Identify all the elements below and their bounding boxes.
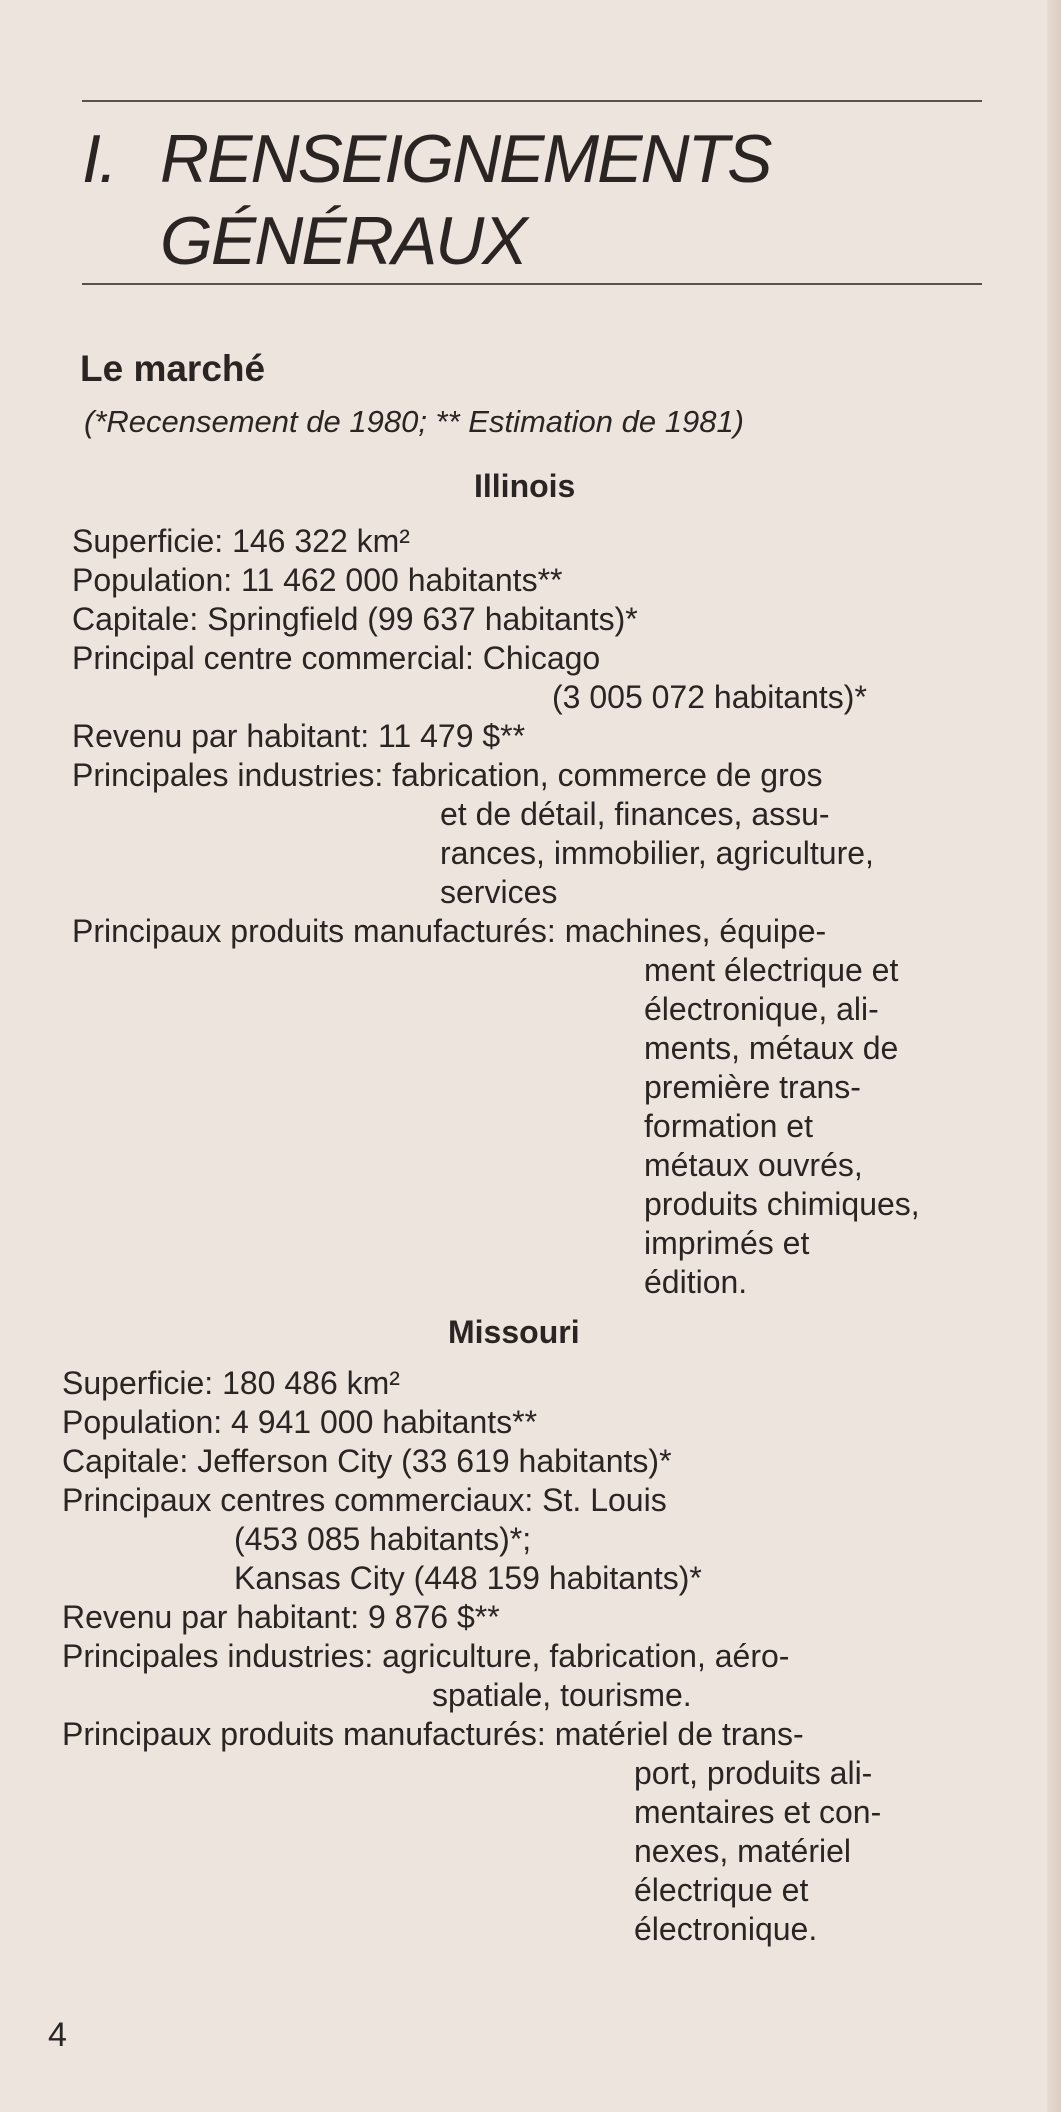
illinois-industries-label (72, 756, 920, 795)
missouri-produits-label: Principaux produits manufacturés: (62, 1716, 546, 1752)
illinois-produits-line-4: première trans- (644, 1069, 861, 1105)
page-number: 4 (48, 2016, 67, 2054)
illinois-superficie: Superficie: 146 322 km² (72, 523, 410, 559)
illinois-industries-line-2: rances, immobilier, agriculture, (440, 835, 874, 871)
missouri-centres-cont2: Kansas City (448 159 habitants)* (234, 1560, 702, 1596)
section-heading: Le marché (80, 348, 266, 389)
illinois-industries-line-3: services (440, 874, 558, 910)
missouri-industries-row (62, 1637, 881, 1676)
illinois-produits-line-2: électronique, ali- (644, 991, 879, 1027)
bottom-rule (82, 283, 982, 285)
illinois-industries-line-0: fabrication, commerce de gros (392, 757, 823, 793)
missouri-produits-line-5: électronique. (634, 1911, 818, 1947)
illinois-population: Population: 11 462 000 habitants** (72, 562, 563, 598)
missouri-produits-line-3: nexes, matériel (634, 1833, 851, 1869)
illinois-facts (72, 522, 920, 1302)
illinois-produits-line-8: imprimés et (644, 1225, 810, 1261)
missouri-produits-line-4: électrique et (634, 1872, 809, 1908)
illinois-produits-line-1: ment électrique et (644, 952, 899, 988)
illinois-revenu: Revenu par habitant: 11 479 $** (72, 718, 526, 754)
illinois-capitale: Capitale: Springfield (99 637 habitants)* (72, 601, 638, 637)
illinois-produits-line-9: édition. (644, 1264, 748, 1300)
chapter-title-line2: GÉNÉRAUX (160, 203, 526, 279)
illinois-produits-row (72, 912, 920, 951)
missouri-centres-cont1: (453 085 habitants)*; (234, 1521, 532, 1557)
chapter-title (82, 118, 771, 282)
missouri-produits-line-0: matériel de trans- (554, 1716, 804, 1752)
illinois-industries-line-1: et de détail, finances, assu- (440, 796, 830, 832)
missouri-produits-line-1: port, produits ali- (634, 1755, 873, 1791)
top-rule (82, 100, 982, 102)
illinois-centre-label: Principal centre commercial: Chicago (72, 640, 601, 676)
census-note: (*Recensement de 1980; ** Estimation de 1981) (84, 404, 745, 439)
illinois-industries-label-text: Principales industries: (72, 757, 384, 793)
missouri-facts (62, 1364, 881, 1949)
missouri-revenu: Revenu par habitant: 9 876 $** (62, 1599, 500, 1635)
state-heading-illinois: Illinois (474, 468, 576, 504)
missouri-industries-label: Principales industries: (62, 1638, 374, 1674)
missouri-population: Population: 4 941 000 habitants** (62, 1404, 538, 1440)
illinois-produits-line-5: formation et (644, 1108, 813, 1144)
illinois-produits-line-3: ments, métaux de (644, 1030, 899, 1066)
missouri-centres-label: Principaux centres commerciaux: St. Louis (62, 1482, 667, 1518)
missouri-produits-row (62, 1715, 881, 1754)
chapter-number: I. (82, 121, 116, 197)
missouri-produits-line-2: mentaires et con- (634, 1794, 882, 1830)
illinois-centre-cont: (3 005 072 habitants)* (552, 679, 867, 715)
page-spine-edge (1047, 0, 1061, 2112)
missouri-capitale: Capitale: Jefferson City (33 619 habitants)* (62, 1443, 672, 1479)
illinois-produits-line-6: métaux ouvrés, (644, 1147, 863, 1183)
missouri-industries-line-1: spatiale, tourisme. (432, 1677, 692, 1713)
illinois-produits-line-7: produits chimiques, (644, 1186, 920, 1222)
state-heading-missouri: Missouri (448, 1314, 580, 1350)
missouri-industries-line-0: agriculture, fabrication, aéro- (382, 1638, 790, 1674)
missouri-superficie: Superficie: 180 486 km² (62, 1365, 400, 1401)
illinois-produits-label: Principaux produits manufacturés: (72, 913, 556, 949)
chapter-title-line1: RENSEIGNEMENTS (160, 121, 771, 197)
illinois-produits-line-0: machines, équipe- (564, 913, 827, 949)
